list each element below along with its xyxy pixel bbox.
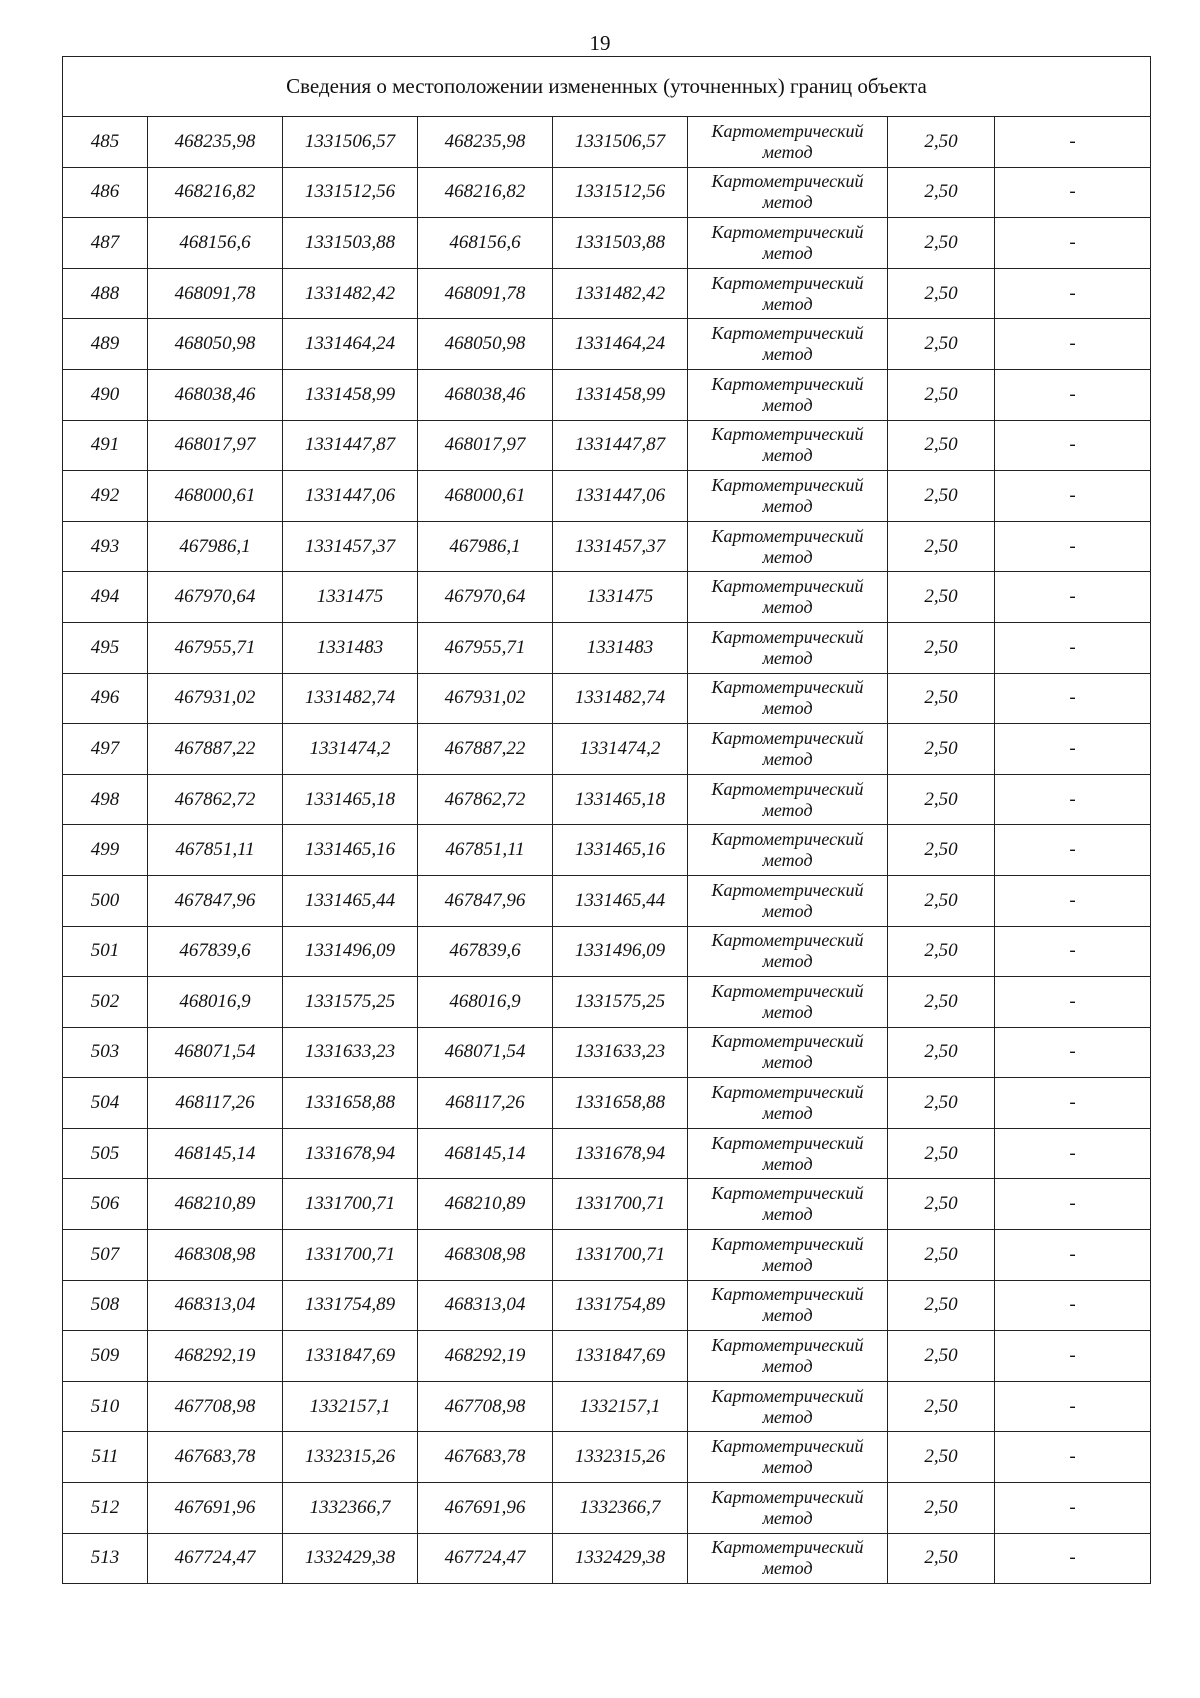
method-cell: Картометрический метод — [688, 1381, 888, 1432]
method-cell: Картометрический метод — [688, 1027, 888, 1078]
y-new-cell: 1331503,88 — [553, 218, 688, 269]
accuracy-cell: 2,50 — [888, 218, 995, 269]
y-new-cell: 1331506,57 — [553, 117, 688, 168]
table-row — [63, 1179, 1151, 1230]
point-number-cell: 508 — [63, 1280, 148, 1331]
y-existing-cell: 1331847,69 — [283, 1331, 418, 1382]
y-existing-cell: 1331482,42 — [283, 268, 418, 319]
x-existing-cell: 468308,98 — [148, 1230, 283, 1281]
point-number-cell: 486 — [63, 167, 148, 218]
accuracy-cell: 2,50 — [888, 774, 995, 825]
table-row — [63, 1128, 1151, 1179]
accuracy-cell: 2,50 — [888, 1381, 995, 1432]
description-cell: - — [995, 117, 1151, 168]
description-cell: - — [995, 774, 1151, 825]
x-existing-cell: 468017,97 — [148, 420, 283, 471]
y-new-cell: 1332157,1 — [553, 1381, 688, 1432]
description-cell: - — [995, 1128, 1151, 1179]
x-new-cell: 467986,1 — [418, 521, 553, 572]
y-new-cell: 1331465,18 — [553, 774, 688, 825]
point-number-cell: 500 — [63, 875, 148, 926]
x-existing-cell: 468000,61 — [148, 471, 283, 522]
point-number-cell: 505 — [63, 1128, 148, 1179]
point-number-cell: 510 — [63, 1381, 148, 1432]
y-existing-cell: 1331465,16 — [283, 825, 418, 876]
table-row — [63, 1533, 1151, 1584]
accuracy-cell: 2,50 — [888, 521, 995, 572]
table-row — [63, 369, 1151, 420]
table-row — [63, 1230, 1151, 1281]
y-existing-cell: 1331474,2 — [283, 724, 418, 775]
x-new-cell: 468000,61 — [418, 471, 553, 522]
x-existing-cell: 467931,02 — [148, 673, 283, 724]
method-cell: Картометрический метод — [688, 1179, 888, 1230]
description-cell: - — [995, 622, 1151, 673]
point-number-cell: 494 — [63, 572, 148, 623]
table-row — [63, 268, 1151, 319]
method-cell: Картометрический метод — [688, 521, 888, 572]
method-cell: Картометрический метод — [688, 1280, 888, 1331]
y-new-cell: 1331447,06 — [553, 471, 688, 522]
x-existing-cell: 468216,82 — [148, 167, 283, 218]
point-number-cell: 512 — [63, 1483, 148, 1534]
accuracy-cell: 2,50 — [888, 1533, 995, 1584]
x-existing-cell: 467724,47 — [148, 1533, 283, 1584]
y-new-cell: 1331465,16 — [553, 825, 688, 876]
y-new-cell: 1331482,74 — [553, 673, 688, 724]
y-existing-cell: 1331465,44 — [283, 875, 418, 926]
method-cell: Картометрический метод — [688, 471, 888, 522]
y-existing-cell: 1331475 — [283, 572, 418, 623]
method-cell: Картометрический метод — [688, 1483, 888, 1534]
x-new-cell: 468145,14 — [418, 1128, 553, 1179]
x-existing-cell: 468117,26 — [148, 1078, 283, 1129]
method-cell: Картометрический метод — [688, 117, 888, 168]
description-cell: - — [995, 420, 1151, 471]
accuracy-cell: 2,50 — [888, 875, 995, 926]
x-new-cell: 468117,26 — [418, 1078, 553, 1129]
description-cell: - — [995, 825, 1151, 876]
y-new-cell: 1331496,09 — [553, 926, 688, 977]
y-new-cell: 1331633,23 — [553, 1027, 688, 1078]
method-cell: Картометрический метод — [688, 420, 888, 471]
description-cell: - — [995, 1280, 1151, 1331]
description-cell: - — [995, 875, 1151, 926]
method-cell: Картометрический метод — [688, 825, 888, 876]
y-existing-cell: 1331457,37 — [283, 521, 418, 572]
table-row — [63, 471, 1151, 522]
point-number-cell: 502 — [63, 977, 148, 1028]
y-existing-cell: 1331447,87 — [283, 420, 418, 471]
y-existing-cell: 1332157,1 — [283, 1381, 418, 1432]
point-number-cell: 491 — [63, 420, 148, 471]
accuracy-cell: 2,50 — [888, 319, 995, 370]
point-number-cell: 495 — [63, 622, 148, 673]
x-new-cell: 467839,6 — [418, 926, 553, 977]
method-cell: Картометрический метод — [688, 268, 888, 319]
description-cell: - — [995, 1432, 1151, 1483]
y-new-cell: 1331475 — [553, 572, 688, 623]
accuracy-cell: 2,50 — [888, 1027, 995, 1078]
description-cell: - — [995, 1179, 1151, 1230]
y-new-cell: 1331483 — [553, 622, 688, 673]
description-cell: - — [995, 1230, 1151, 1281]
description-cell: - — [995, 1533, 1151, 1584]
method-cell: Картометрический метод — [688, 1331, 888, 1382]
method-cell: Картометрический метод — [688, 774, 888, 825]
x-new-cell: 468308,98 — [418, 1230, 553, 1281]
accuracy-cell: 2,50 — [888, 268, 995, 319]
method-cell: Картометрический метод — [688, 673, 888, 724]
description-cell: - — [995, 1078, 1151, 1129]
point-number-cell: 507 — [63, 1230, 148, 1281]
accuracy-cell: 2,50 — [888, 1230, 995, 1281]
y-existing-cell: 1331512,56 — [283, 167, 418, 218]
y-new-cell: 1331465,44 — [553, 875, 688, 926]
y-new-cell: 1331458,99 — [553, 369, 688, 420]
x-existing-cell: 468091,78 — [148, 268, 283, 319]
table-row — [63, 1280, 1151, 1331]
accuracy-cell: 2,50 — [888, 724, 995, 775]
point-number-cell: 490 — [63, 369, 148, 420]
method-cell: Картометрический метод — [688, 977, 888, 1028]
point-number-cell: 487 — [63, 218, 148, 269]
description-cell: - — [995, 673, 1151, 724]
x-new-cell: 468050,98 — [418, 319, 553, 370]
x-new-cell: 468216,82 — [418, 167, 553, 218]
accuracy-cell: 2,50 — [888, 1179, 995, 1230]
point-number-cell: 489 — [63, 319, 148, 370]
accuracy-cell: 2,50 — [888, 420, 995, 471]
x-new-cell: 468292,19 — [418, 1331, 553, 1382]
table-body — [63, 117, 1151, 1584]
y-new-cell: 1331474,2 — [553, 724, 688, 775]
table-row — [63, 167, 1151, 218]
accuracy-cell: 2,50 — [888, 977, 995, 1028]
table-row — [63, 572, 1151, 623]
y-existing-cell: 1331575,25 — [283, 977, 418, 1028]
method-cell: Картометрический метод — [688, 875, 888, 926]
description-cell: - — [995, 1027, 1151, 1078]
accuracy-cell: 2,50 — [888, 673, 995, 724]
accuracy-cell: 2,50 — [888, 1483, 995, 1534]
description-cell: - — [995, 1331, 1151, 1382]
accuracy-cell: 2,50 — [888, 471, 995, 522]
method-cell: Картометрический метод — [688, 218, 888, 269]
accuracy-cell: 2,50 — [888, 572, 995, 623]
x-existing-cell: 467887,22 — [148, 724, 283, 775]
x-new-cell: 467851,11 — [418, 825, 553, 876]
x-new-cell: 468210,89 — [418, 1179, 553, 1230]
description-cell: - — [995, 218, 1151, 269]
table-row — [63, 1381, 1151, 1432]
x-existing-cell: 467708,98 — [148, 1381, 283, 1432]
x-existing-cell: 467862,72 — [148, 774, 283, 825]
y-new-cell: 1331700,71 — [553, 1230, 688, 1281]
table-row — [63, 1331, 1151, 1382]
point-number-cell: 509 — [63, 1331, 148, 1382]
table-row — [63, 774, 1151, 825]
x-new-cell: 468156,6 — [418, 218, 553, 269]
method-cell: Картометрический метод — [688, 1533, 888, 1584]
y-new-cell: 1331512,56 — [553, 167, 688, 218]
y-new-cell: 1331678,94 — [553, 1128, 688, 1179]
method-cell: Картометрический метод — [688, 622, 888, 673]
x-existing-cell: 468210,89 — [148, 1179, 283, 1230]
y-existing-cell: 1331658,88 — [283, 1078, 418, 1129]
accuracy-cell: 2,50 — [888, 926, 995, 977]
method-cell: Картометрический метод — [688, 1078, 888, 1129]
description-cell: - — [995, 319, 1151, 370]
point-number-cell: 501 — [63, 926, 148, 977]
x-existing-cell: 468156,6 — [148, 218, 283, 269]
accuracy-cell: 2,50 — [888, 1128, 995, 1179]
table-row — [63, 724, 1151, 775]
x-new-cell: 467955,71 — [418, 622, 553, 673]
x-new-cell: 467708,98 — [418, 1381, 553, 1432]
description-cell: - — [995, 1483, 1151, 1534]
table-row — [63, 875, 1151, 926]
table-row — [63, 1027, 1151, 1078]
y-existing-cell: 1331464,24 — [283, 319, 418, 370]
method-cell: Картометрический метод — [688, 1230, 888, 1281]
method-cell: Картометрический метод — [688, 1432, 888, 1483]
x-new-cell: 467970,64 — [418, 572, 553, 623]
description-cell: - — [995, 521, 1151, 572]
table-row — [63, 319, 1151, 370]
y-new-cell: 1331482,42 — [553, 268, 688, 319]
y-existing-cell: 1331754,89 — [283, 1280, 418, 1331]
method-cell: Картометрический метод — [688, 319, 888, 370]
y-existing-cell: 1331496,09 — [283, 926, 418, 977]
y-existing-cell: 1331503,88 — [283, 218, 418, 269]
y-existing-cell: 1331700,71 — [283, 1230, 418, 1281]
method-cell: Картометрический метод — [688, 572, 888, 623]
y-new-cell: 1332315,26 — [553, 1432, 688, 1483]
table-row — [63, 521, 1151, 572]
table-row — [63, 622, 1151, 673]
table-row — [63, 926, 1151, 977]
y-new-cell: 1331847,69 — [553, 1331, 688, 1382]
description-cell: - — [995, 369, 1151, 420]
x-new-cell: 468071,54 — [418, 1027, 553, 1078]
y-existing-cell: 1331465,18 — [283, 774, 418, 825]
y-existing-cell: 1331506,57 — [283, 117, 418, 168]
accuracy-cell: 2,50 — [888, 825, 995, 876]
accuracy-cell: 2,50 — [888, 1432, 995, 1483]
x-existing-cell: 467851,11 — [148, 825, 283, 876]
y-existing-cell: 1332429,38 — [283, 1533, 418, 1584]
accuracy-cell: 2,50 — [888, 1280, 995, 1331]
x-existing-cell: 468292,19 — [148, 1331, 283, 1382]
point-number-cell: 493 — [63, 521, 148, 572]
x-existing-cell: 468313,04 — [148, 1280, 283, 1331]
x-new-cell: 468091,78 — [418, 268, 553, 319]
description-cell: - — [995, 926, 1151, 977]
table-title: Сведения о местоположении измененных (уточненных) границ объекта — [63, 57, 1151, 117]
table-row — [63, 825, 1151, 876]
x-new-cell: 467887,22 — [418, 724, 553, 775]
y-existing-cell: 1331458,99 — [283, 369, 418, 420]
x-new-cell: 468038,46 — [418, 369, 553, 420]
point-number-cell: 492 — [63, 471, 148, 522]
x-existing-cell: 468071,54 — [148, 1027, 283, 1078]
x-new-cell: 467683,78 — [418, 1432, 553, 1483]
point-number-cell: 511 — [63, 1432, 148, 1483]
description-cell: - — [995, 1381, 1151, 1432]
y-new-cell: 1332366,7 — [553, 1483, 688, 1534]
y-new-cell: 1331457,37 — [553, 521, 688, 572]
accuracy-cell: 2,50 — [888, 117, 995, 168]
point-number-cell: 496 — [63, 673, 148, 724]
point-number-cell: 485 — [63, 117, 148, 168]
x-existing-cell: 467955,71 — [148, 622, 283, 673]
y-existing-cell: 1331678,94 — [283, 1128, 418, 1179]
method-cell: Картометрический метод — [688, 369, 888, 420]
y-new-cell: 1331464,24 — [553, 319, 688, 370]
x-new-cell: 467691,96 — [418, 1483, 553, 1534]
x-existing-cell: 467847,96 — [148, 875, 283, 926]
x-new-cell: 468313,04 — [418, 1280, 553, 1331]
point-number-cell: 506 — [63, 1179, 148, 1230]
x-new-cell: 468016,9 — [418, 977, 553, 1028]
x-existing-cell: 468038,46 — [148, 369, 283, 420]
method-cell: Картометрический метод — [688, 926, 888, 977]
description-cell: - — [995, 572, 1151, 623]
accuracy-cell: 2,50 — [888, 1078, 995, 1129]
y-existing-cell: 1331700,71 — [283, 1179, 418, 1230]
y-new-cell: 1331754,89 — [553, 1280, 688, 1331]
method-cell: Картометрический метод — [688, 724, 888, 775]
point-number-cell: 499 — [63, 825, 148, 876]
accuracy-cell: 2,50 — [888, 1331, 995, 1382]
table-row — [63, 1078, 1151, 1129]
x-existing-cell: 468050,98 — [148, 319, 283, 370]
y-existing-cell: 1331483 — [283, 622, 418, 673]
y-existing-cell: 1331633,23 — [283, 1027, 418, 1078]
y-existing-cell: 1331447,06 — [283, 471, 418, 522]
method-cell: Картометрический метод — [688, 167, 888, 218]
table-row — [63, 673, 1151, 724]
table-row — [63, 1432, 1151, 1483]
method-cell: Картометрический метод — [688, 1128, 888, 1179]
page-number: 19 — [589, 31, 611, 55]
description-cell: - — [995, 724, 1151, 775]
x-existing-cell: 467970,64 — [148, 572, 283, 623]
point-number-cell: 513 — [63, 1533, 148, 1584]
y-new-cell: 1331447,87 — [553, 420, 688, 471]
table-row — [63, 218, 1151, 269]
point-number-cell: 498 — [63, 774, 148, 825]
x-new-cell: 467724,47 — [418, 1533, 553, 1584]
x-existing-cell: 467986,1 — [148, 521, 283, 572]
point-number-cell: 497 — [63, 724, 148, 775]
boundary-table-container — [62, 56, 1150, 1584]
accuracy-cell: 2,50 — [888, 369, 995, 420]
x-new-cell: 467862,72 — [418, 774, 553, 825]
table-row — [63, 977, 1151, 1028]
description-cell: - — [995, 471, 1151, 522]
table-row — [63, 420, 1151, 471]
accuracy-cell: 2,50 — [888, 167, 995, 218]
x-new-cell: 467847,96 — [418, 875, 553, 926]
y-existing-cell: 1332366,7 — [283, 1483, 418, 1534]
x-existing-cell: 468235,98 — [148, 117, 283, 168]
description-cell: - — [995, 167, 1151, 218]
y-new-cell: 1331658,88 — [553, 1078, 688, 1129]
y-new-cell: 1331700,71 — [553, 1179, 688, 1230]
x-existing-cell: 467691,96 — [148, 1483, 283, 1534]
x-existing-cell: 467683,78 — [148, 1432, 283, 1483]
point-number-cell: 488 — [63, 268, 148, 319]
table-row — [63, 117, 1151, 168]
accuracy-cell: 2,50 — [888, 622, 995, 673]
description-cell: - — [995, 268, 1151, 319]
y-existing-cell: 1331482,74 — [283, 673, 418, 724]
x-new-cell: 467931,02 — [418, 673, 553, 724]
x-existing-cell: 468016,9 — [148, 977, 283, 1028]
x-new-cell: 468017,97 — [418, 420, 553, 471]
x-existing-cell: 468145,14 — [148, 1128, 283, 1179]
table-row — [63, 1483, 1151, 1534]
description-cell: - — [995, 977, 1151, 1028]
y-new-cell: 1332429,38 — [553, 1533, 688, 1584]
x-existing-cell: 467839,6 — [148, 926, 283, 977]
y-existing-cell: 1332315,26 — [283, 1432, 418, 1483]
x-new-cell: 468235,98 — [418, 117, 553, 168]
point-number-cell: 504 — [63, 1078, 148, 1129]
point-number-cell: 503 — [63, 1027, 148, 1078]
boundary-table — [62, 56, 1151, 1584]
y-new-cell: 1331575,25 — [553, 977, 688, 1028]
